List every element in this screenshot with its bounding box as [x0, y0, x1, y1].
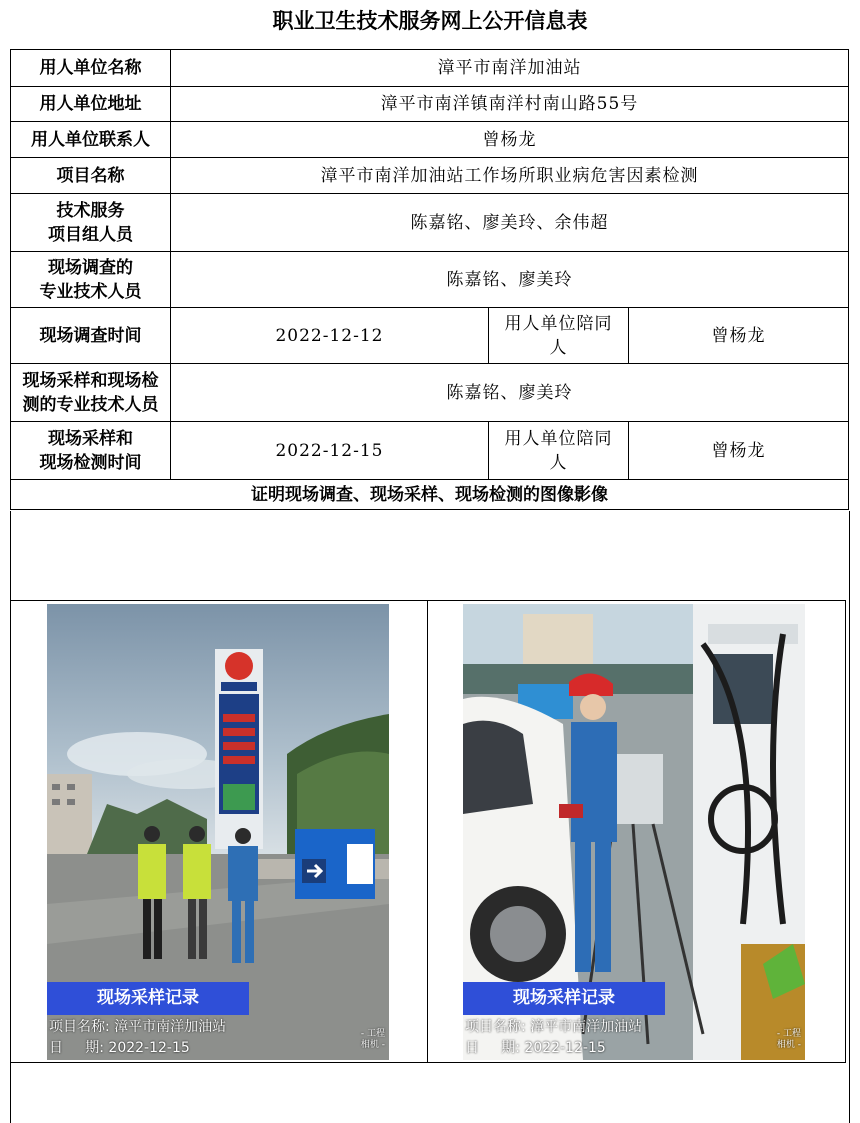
row-employer-name — [11, 50, 849, 87]
sampling-time-label — [11, 422, 171, 480]
team-label-line2: 项目组人员 — [48, 224, 133, 245]
row-sampling-time — [11, 422, 849, 480]
sampling-escort-label — [489, 422, 629, 480]
sampling-time-label-line2: 现场检测时间 — [39, 452, 142, 473]
survey-staff-label-line2: 专业技术人员 — [39, 281, 142, 302]
photo-2-camera-tag — [777, 1029, 801, 1051]
team-label — [11, 194, 171, 252]
row-project-name — [11, 158, 849, 194]
survey-time-label: 现场调查时间 — [11, 308, 171, 364]
project-name-value: 漳平市南洋加油站工作场所职业病危害因素检测 — [171, 158, 849, 194]
survey-staff-value: 陈嘉铭、廖美玲 — [171, 252, 849, 308]
project-name-label: 项目名称 — [11, 158, 171, 194]
employer-address-value: 漳平市南洋镇南洋村南山路55号 — [171, 87, 849, 122]
survey-escort-label-line1: 用人单位陪同 — [504, 313, 613, 334]
photo-site-sampling-2 — [463, 604, 805, 1060]
photo-2-banner: 现场采样记录 — [463, 982, 665, 1015]
employer-address-label: 用人单位地址 — [11, 87, 171, 122]
photo-1-project-line: 项目名称: 漳平市南洋加油站 — [49, 1019, 227, 1035]
contact-label: 用人单位联系人 — [11, 122, 171, 158]
photo-1-camera-line1: - 工程 — [360, 1029, 385, 1039]
photos-header: 证明现场调查、现场采样、现场检测的图像影像 — [11, 480, 849, 510]
photo-1-date-line: 日 期: 2022-12-15 — [49, 1040, 190, 1056]
survey-escort-value: 曾杨龙 — [629, 308, 849, 364]
employer-name-value: 漳平市南洋加油站 — [171, 50, 849, 87]
sampling-escort-label-line2: 人 — [549, 452, 568, 473]
row-sampling-staff — [11, 364, 849, 422]
sampling-escort-label-line1: 用人单位陪同 — [504, 428, 613, 449]
photo-site-sampling-1 — [47, 604, 389, 1060]
survey-staff-label-line1: 现场调查的 — [48, 257, 133, 278]
photo-2-date-line: 日 期: 2022-12-15 — [465, 1040, 606, 1056]
page-title: 职业卫生技术服务网上公开信息表 — [272, 9, 588, 33]
photo-2-camera-line2: 相机 - — [776, 1040, 801, 1050]
photo-divider — [427, 601, 428, 1062]
team-value: 陈嘉铭、廖美玲、余伟超 — [171, 194, 849, 252]
photo-1-camera-line2: 相机 - — [360, 1040, 385, 1050]
row-team — [11, 194, 849, 252]
survey-escort-label-line2: 人 — [549, 337, 568, 358]
survey-escort-label — [489, 308, 629, 364]
team-label-line1: 技术服务 — [56, 200, 125, 221]
sampling-time-label-line1: 现场采样和 — [48, 428, 133, 449]
row-photos-header — [11, 480, 849, 510]
row-employer-address — [11, 87, 849, 122]
sampling-staff-label — [11, 364, 171, 422]
photo-2-camera-line1: - 工程 — [776, 1029, 801, 1039]
survey-staff-label — [11, 252, 171, 308]
row-survey-time — [11, 308, 849, 364]
photo-1-banner: 现场采样记录 — [47, 982, 249, 1015]
sampling-time-date: 2022-12-15 — [171, 422, 489, 480]
info-table — [10, 49, 849, 510]
photo-frame — [10, 600, 846, 1063]
survey-time-date: 2022-12-12 — [171, 308, 489, 364]
row-contact — [11, 122, 849, 158]
sampling-staff-label-line1: 现场采样和现场检 — [22, 370, 159, 391]
row-survey-staff — [11, 252, 849, 308]
sampling-staff-value: 陈嘉铭、廖美玲 — [171, 364, 849, 422]
photo-2-project-line: 项目名称: 漳平市南洋加油站 — [465, 1019, 643, 1035]
contact-value: 曾杨龙 — [171, 122, 849, 158]
photo-1-camera-tag — [361, 1029, 385, 1051]
sampling-staff-label-line2: 测的专业技术人员 — [22, 394, 159, 415]
employer-name-label: 用人单位名称 — [11, 50, 171, 87]
sampling-escort-value: 曾杨龙 — [629, 422, 849, 480]
